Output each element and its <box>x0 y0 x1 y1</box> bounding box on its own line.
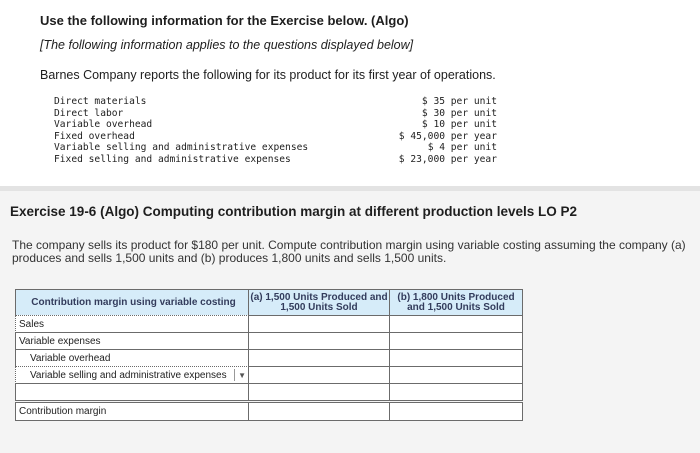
cost-row <box>54 154 497 166</box>
contribution-margin-label: Contribution margin <box>15 402 249 421</box>
variable-overhead-label: Variable overhead <box>15 349 249 367</box>
cost-data-table <box>54 96 497 165</box>
table-row <box>15 332 525 349</box>
sales-input-b[interactable] <box>389 315 523 333</box>
blank-input-b[interactable] <box>389 383 523 401</box>
cost-amount: $ 35 per unit <box>421 96 497 107</box>
cost-label: Variable overhead <box>54 119 153 130</box>
sales-input-a[interactable] <box>248 315 390 333</box>
cost-label: Direct materials <box>54 96 147 107</box>
blank-input-a[interactable] <box>248 383 390 401</box>
table-row <box>15 366 525 383</box>
cost-label: Fixed selling and administrative expenses <box>54 153 291 165</box>
variable-expenses-input-a[interactable] <box>248 332 390 350</box>
header-col-b: (b) 1,800 Units Produced and 1,500 Units Sold <box>389 289 523 316</box>
cost-label: Variable selling and administrative expenses <box>54 142 309 153</box>
exercise-instructions: The company sells its product for $180 per unit. Compute contribution margin using variable costing assuming the company (a) produces and sells 1,500 units and (b) produces 1,800 units and sells 1,500 units. <box>12 238 686 265</box>
info-intro: Barnes Company reports the following for its product for its first year of operations. <box>40 68 496 82</box>
header-col-a: (a) 1,500 Units Produced and 1,500 Units Sold <box>248 289 390 316</box>
info-subheading: [The following information applies to the questions displayed below] <box>40 38 414 52</box>
sales-label: Sales <box>15 315 249 333</box>
variable-selling-input-b[interactable] <box>389 366 523 384</box>
cost-label: Direct labor <box>54 107 124 119</box>
variable-selling-dropdown[interactable] <box>15 366 249 384</box>
contribution-margin-input-a[interactable] <box>248 402 390 421</box>
cost-amount: $ 30 per unit <box>421 107 497 119</box>
variable-overhead-input-a[interactable] <box>248 349 390 367</box>
info-heading: Use the following information for the Exercise below. (Algo) <box>40 13 409 28</box>
table-row <box>15 349 525 366</box>
variable-selling-label: Variable selling and administrative expenses <box>30 369 227 381</box>
cost-row <box>54 119 497 131</box>
contribution-margin-table <box>15 289 525 421</box>
exercise-panel <box>0 191 700 453</box>
cost-amount: $ 45,000 per year <box>398 130 497 142</box>
cost-amount: $ 10 per unit <box>421 119 497 130</box>
exercise-title: Exercise 19-6 (Algo) Computing contribution margin at different production levels LO P2 <box>10 204 578 219</box>
info-panel <box>0 0 700 186</box>
cost-amount: $ 4 per unit <box>427 142 497 153</box>
cost-row <box>54 96 497 108</box>
chevron-down-icon[interactable]: ▼ <box>234 369 246 381</box>
cost-row <box>54 108 497 120</box>
table-row <box>15 402 525 421</box>
table-header-row <box>15 289 525 315</box>
variable-expenses-input-b[interactable] <box>389 332 523 350</box>
variable-expenses-label: Variable expenses <box>15 332 249 350</box>
cost-row <box>54 142 497 154</box>
cost-label: Fixed overhead <box>54 130 135 142</box>
cost-row <box>54 131 497 143</box>
blank-label <box>15 383 249 401</box>
variable-selling-input-a[interactable] <box>248 366 390 384</box>
header-label-col: Contribution margin using variable costing <box>15 289 249 316</box>
table-row <box>15 315 525 332</box>
variable-overhead-input-b[interactable] <box>389 349 523 367</box>
cost-amount: $ 23,000 per year <box>398 153 497 165</box>
table-row <box>15 383 525 400</box>
contribution-margin-input-b[interactable] <box>389 402 523 421</box>
